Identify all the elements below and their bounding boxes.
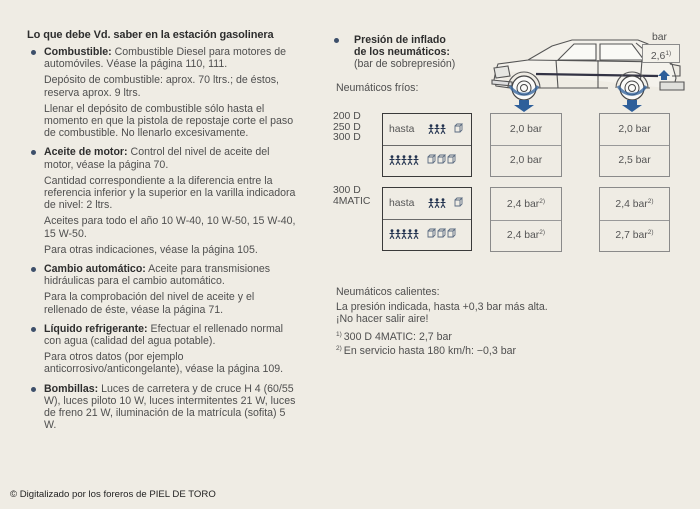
bullet-icon xyxy=(31,50,36,55)
five-persons-icon xyxy=(389,155,419,167)
bullet-icon xyxy=(31,150,36,155)
rear-pressure-partial: 2,0 bar xyxy=(618,124,651,135)
front-pressure-box-group-1 xyxy=(490,113,562,177)
tyre-pressure-heading: Presión de inflado de los neumáticos: (bar de sobrepresión) xyxy=(336,34,455,70)
rear-pressure-full: 2,7 bar xyxy=(615,230,648,242)
person-icon xyxy=(413,229,419,239)
front-arrow-down-icon xyxy=(514,100,534,112)
spare-unit-label: bar xyxy=(652,32,668,43)
front-pressure-partial: 2,0 bar xyxy=(509,124,543,135)
item-lead: Cambio automático: xyxy=(44,263,146,276)
five-persons-icon xyxy=(389,229,419,241)
load-hasta-label: hasta xyxy=(389,198,415,209)
footer-credit: © Digitalizado por los foreros de PIEL DE TORO xyxy=(10,489,216,500)
person-icon xyxy=(440,124,446,134)
load-row-full xyxy=(383,145,471,176)
spare-pressure-box: 2,6$^{1)}$ xyxy=(642,44,680,63)
list-item-coolant: Líquido refrigerante: Efectuar el rellenado normal con agua (calidad del agua potable). Para otros datos (por ejemplo anticorrosivo/anticongelante), véase la página 109. xyxy=(27,323,297,376)
list-item-engine-oil: Aceite de motor: Control del nivel de aceite del motor, véase la página 70. Cantidad correspondiente a la diferencia entre la referencia inferior y la superior en la varilla indicadora de nivel: 2 ltrs. Aceites para todo el año 10 W-40, 10 W-50, 15 W-40, 15 W-50. Para otras indicaciones, véase la página 105. xyxy=(27,146,297,256)
item-paragraph: Para la comprobación del nivel de aceite y el rellenado de éste, véase la página 71. xyxy=(44,291,255,316)
page-title: Lo que debe Vd. saber en la estación gasolinera xyxy=(27,29,274,41)
load-row-full xyxy=(383,219,471,250)
rear-pressure-box-group-2: 2,4 bar$^{2)}$ 2,7 bar$^{2)}$ xyxy=(599,187,670,252)
rear-pressure-full: 2,5 bar xyxy=(618,155,651,166)
item-paragraph: Para otros datos (por ejemplo anticorrosivo/anticongelante), véase la página 109. xyxy=(44,351,284,376)
one-suitcase-icon xyxy=(454,197,464,210)
footnote-2: $^{2)}$ En servicio hasta 180 km/h: −0,3 bar xyxy=(336,344,517,357)
item-paragraph: Para otras indicaciones, véase la página 105. xyxy=(44,243,258,256)
load-box-group-1 xyxy=(382,113,472,177)
three-suitcases-icon xyxy=(427,154,457,167)
rear-arrow-down-icon xyxy=(622,100,642,112)
front-wheel-icon xyxy=(512,76,536,100)
item-paragraph: Depósito de combustible: aprox. 70 ltrs.; de éstos, reserva aprox. 9 ltrs. xyxy=(44,74,279,99)
front-pressure-partial: 2,4 bar xyxy=(506,198,540,210)
suitcase-icon xyxy=(454,123,464,133)
load-row-partial xyxy=(383,114,471,146)
item-paragraph: Llenar el depósito de combustible sólo hasta el momento en que la pistola de repostaje corte el paso de combustible. No llenarlo excesivamente. xyxy=(44,102,294,140)
bullet-icon xyxy=(334,38,339,43)
bullet-icon xyxy=(31,387,36,392)
load-box-group-2 xyxy=(382,187,472,251)
three-suitcases-icon xyxy=(427,228,457,241)
item-lead: Bombillas: xyxy=(44,382,99,395)
person-icon xyxy=(413,155,419,165)
suitcase-icon xyxy=(437,154,447,164)
load-hasta-label: hasta xyxy=(389,124,415,135)
load-row-partial xyxy=(383,188,471,220)
cold-tyres-label: Neumáticos fríos: xyxy=(336,82,419,94)
bullet-icon xyxy=(31,327,36,332)
suitcase-icon xyxy=(427,228,437,238)
front-pressure-full: 2,4 bar xyxy=(506,230,540,242)
person-icon xyxy=(440,198,446,208)
one-suitcase-icon xyxy=(454,123,464,136)
front-pressure-box-group-2: 2,4 bar$^{2)}$ 2,4 bar$^{2)}$ xyxy=(490,187,562,252)
front-pressure-full: 2,0 bar xyxy=(509,155,543,166)
three-persons-icon xyxy=(428,124,446,136)
bullet-icon xyxy=(31,267,36,272)
suitcase-icon xyxy=(447,228,457,238)
rear-pressure-box-group-1 xyxy=(599,113,670,177)
footnote-1: $^{1)}$ 300 D 4MATIC: 2,7 bar xyxy=(336,330,452,343)
rear-wheel-icon xyxy=(620,76,644,100)
spare-pressure-value: 2,6 xyxy=(650,51,666,62)
fuel-station-info-list xyxy=(27,46,297,438)
model-label-group-2: 300 D 4MATIC xyxy=(333,185,371,207)
list-item-automatic-transmission: Cambio automático: Aceite para transmisiones hidráulicas para el cambio automático. Para la comprobación del nivel de aceite y el rellenado de éste, véase la página 71. xyxy=(27,263,297,316)
item-paragraph: Aceites para todo el año 10 W-40, 10 W-50, 15 W-40, 15 W-50. xyxy=(44,215,296,240)
three-persons-icon xyxy=(428,198,446,210)
suitcase-icon xyxy=(454,197,464,207)
list-item-fuel: Combustible: Combustible Diesel para motores de automóviles. Véase la página 110, 111. Depósito de combustible: aprox. 70 ltrs.; de éstos, reserva aprox. 9 ltrs. Llenar el depósito de combustible sólo hasta el momento en que la pistola de repostaje corte el paso de combustible. No llenarlo excesivamente. xyxy=(27,46,297,139)
list-item-bulbs: Bombillas: Luces de carretera y de cruce H 4 (60/55 W), luces piloto 10 W, luces intermitentes 21 W, luces de freno 21 W, iluminación de la matrícula (sofita) 5 W. xyxy=(27,383,297,432)
suitcase-icon xyxy=(427,154,437,164)
suitcase-icon xyxy=(447,154,457,164)
item-lead: Aceite de motor: xyxy=(44,146,128,159)
item-lead: Combustible: xyxy=(44,46,112,58)
hot-tyres-section xyxy=(336,286,548,357)
rear-pressure-partial: 2,4 bar xyxy=(615,198,648,210)
hot-tyres-warning: ¡No hacer salir aire! xyxy=(336,313,429,326)
hot-tyres-text: La presión indicada, hasta +0,3 bar más alta. xyxy=(336,301,548,314)
item-lead: Líquido refrigerante: xyxy=(44,322,148,335)
model-label-group-1: 200 D 250 D 300 D xyxy=(333,111,361,143)
item-paragraph: Cantidad correspondiente a la diferencia entre la referencia inferior y la superior en la varilla indicadora de nivel: 2 ltrs. xyxy=(44,174,296,212)
suitcase-icon xyxy=(437,228,447,238)
hot-tyres-label: Neumáticos calientes: xyxy=(336,286,440,298)
